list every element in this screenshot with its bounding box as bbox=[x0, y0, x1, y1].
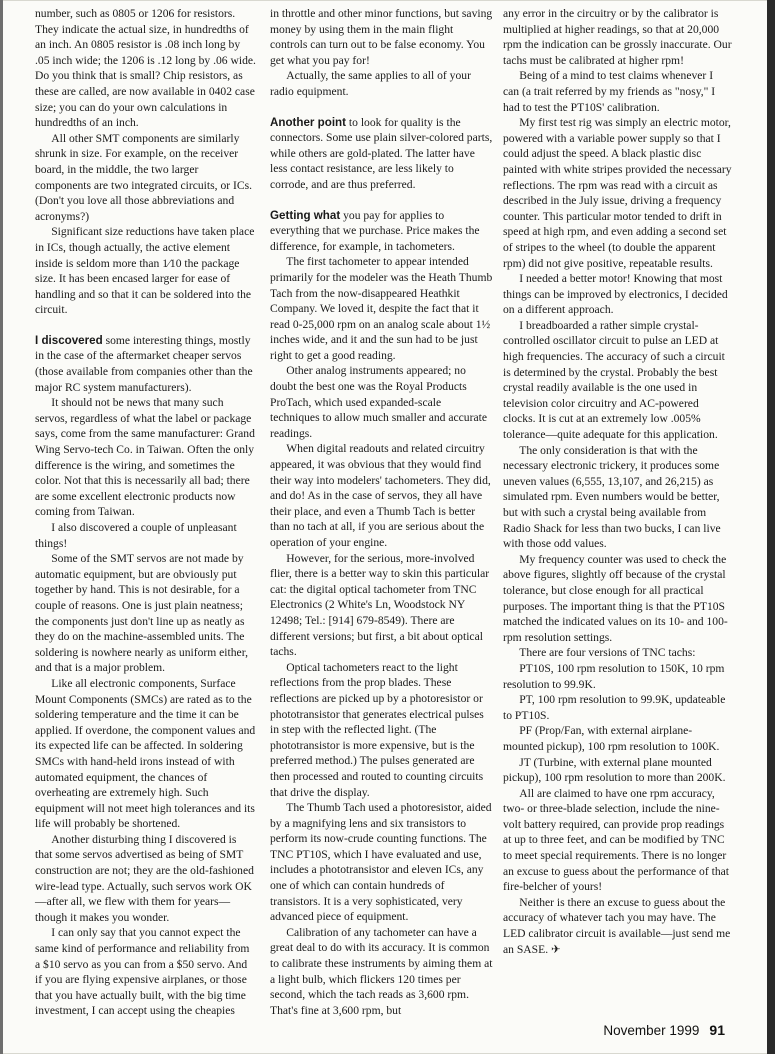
paragraph: number, such as 0805 or 1206 for resistors. They indicate the actual size, in hundredths of an inch. An 0805 resistor is .08 inch long by .05 inch wide; the 1206 is .12 long by .06 wide. Do you think that is small? Chip resistors, as these are called, are now available in 0402 case size; you can do your own calculations in hundredths of an inch. bbox=[35, 7, 256, 130]
paragraph: Being of a mind to test claims whenever I can (a trait referred by my friends as "nosy," I had to test the PT10S' calibration. bbox=[503, 69, 716, 114]
section-paragraph bbox=[35, 333, 256, 395]
page-footer bbox=[603, 1022, 725, 1038]
paragraph: PT10S, 100 rpm resolution to 150K, 10 rpm resolution to 99.9K. bbox=[503, 661, 725, 691]
paragraph: Like all electronic components, Surface Mount Components (SMCs) are rated as to the soldering temperature and the time it can be applied. If overdone, the component values and its expected life can be affected. In soldering SMCs with hand-held irons instead of with automated equipment, the chances of overheating are extremely high. Such equipment will not meet high tolerances and its life will probably be shortened. bbox=[35, 676, 256, 831]
paragraph: PT, 100 rpm resolution to 99.9K, updateable to PT10S. bbox=[503, 693, 726, 722]
page-number: 91 bbox=[709, 1022, 725, 1038]
section-paragraph bbox=[270, 208, 493, 255]
paragraph: Neither is there an excuse to guess about the accuracy of whatever tach you may have. The LED calibrator circuit is available—just send me an SASE. ✈ bbox=[503, 895, 731, 956]
issue-date: November 1999 bbox=[603, 1023, 700, 1038]
paragraph-text: you pay for applies to everything that we purchase. Price makes the difference, for example, in tachometers. bbox=[270, 208, 480, 253]
paragraph: The only consideration is that with the necessary electronic trickery, it produces some uneven values (6,555, 13,107, and 26,215) as simulated rpm. Even numbers would be better, but with such a crystal being available from Radio Shack for less than two bucks, I can live with those odd values. bbox=[503, 443, 721, 551]
paragraph: Significant size reductions have taken place in ICs, though actually, the active element inside is seldom more than 1⁄10 the package size. It has been encased larger for ease of handling and so that it can be soldered into the circuit. bbox=[35, 225, 255, 317]
paragraph: All are claimed to have one rpm accuracy, two- or three-blade selection, include the nine-volt battery required, can provide prop readings at up to three feet, and can be modified by TNC to meet special requirements. There is no longer an excuse to guess about the performance of that fire-belcher of yours! bbox=[503, 786, 729, 894]
paragraph-text: to look for quality is the connectors. Some use plain silver-colored parts, while others are gold-plated. The latter have less contact resistance, are less likely to corrode, and are thus preferred. bbox=[270, 115, 493, 191]
paragraph: PF (Prop/Fan, with external airplane-mounted pickup), 100 rpm resolution to 100K. bbox=[503, 724, 720, 753]
paragraph: Optical tachometers react to the light reflections from the prop blades. These reflections are picked up by a photoresistor or phototransistor that generates electrical pulses in step with the reflected light. (The phototransistor is more expensive, but is the preferred method.) The pulses generated are then processed and routed to counting circuits that drive the display. bbox=[270, 660, 484, 799]
scan-edge-left bbox=[0, 0, 3, 1054]
lead-in: Getting what bbox=[270, 208, 341, 222]
paragraph: in throttle and other minor functions, but saving money by using them in the main flight controls can turn out to be false economy. You get what you pay for! bbox=[270, 7, 493, 67]
scan-edge-right bbox=[767, 0, 775, 1054]
paragraph: My frequency counter was used to check the above figures, slightly off because of the crystal tolerance, but close enough for all practical purposes. The important thing is that the PT10S matched the indicated values on its 10- and 100-rpm resolution settings. bbox=[503, 552, 728, 644]
text-column-1 bbox=[35, 6, 256, 1018]
paragraph: I needed a better motor! Knowing that most things can be improved by electronics, I decided on a different approach. bbox=[503, 272, 728, 317]
paragraph: There are four versions of TNC tachs: bbox=[519, 646, 696, 660]
paragraph: I also discovered a couple of unpleasant things! bbox=[35, 521, 237, 550]
paragraph: I breadboarded a rather simple crystal-controlled oscillator circuit to pulse an LED at high frequencies. The accuracy of such a circuit is determined by the crystal. Probably the best crystal readily available is the one used in television color circuitry and AC-powered clocks. It is cut at an extremely low .005% tolerance—quite adequate for this application. bbox=[503, 318, 725, 442]
paragraph-text: some interesting things, mostly in the case of the aftermarket cheaper servos (those available from companies other than the major RC system manufacturers). bbox=[35, 333, 253, 394]
text-column-3 bbox=[503, 6, 732, 1006]
paragraph: any error in the circuitry or by the calibrator is multiplied at higher readings, so that at 20,000 rpm the indication can be grossly inaccurate. Our tachs must be calibrated at higher rpm! bbox=[503, 7, 732, 67]
paragraph: However, for the serious, more-involved flier, there is a better way to skin this particular cat: the digital optical tachometer from TNC Electronics (2 White's Ln, Woodstock NY 12498; Tel.: [914] 679-8549). There are different versions; but first, a bit about optical tachs. bbox=[270, 551, 490, 659]
paragraph: JT (Turbine, with external plane mounted pickup), 100 rpm resolution to more than 200K. bbox=[503, 755, 726, 785]
paragraph: Other analog instruments appeared; no doubt the best one was the Royal Products ProTach, which used expanded-scale techniques to allow much smaller and accurate readings. bbox=[270, 364, 487, 440]
paragraph: When digital readouts and related circuitry appeared, it was obvious that they would find their way into modelers' tachometers. They did, and do! As in the case of servos, they all have their place, and even a Thumb Tach is better than no tach at all, if you are serious about the operation of your engine. bbox=[270, 442, 491, 549]
paragraph: Calibration of any tachometer can have a great deal to do with its accuracy. It is common to calibrate these instruments by aiming them at a light bulb, which flickers 120 times per second, which the tach reads as 3,600 rpm. That's fine at 3,600 rpm, but bbox=[270, 925, 493, 1017]
paragraph: Another disturbing thing I discovered is that some servos advertised as being of SMT construction are not; they are the old-fashioned wire-lead type. Actually, such servos work OK—after all, we flew with them for years—though it makes you wonder. bbox=[35, 832, 254, 924]
paragraph: I can only say that you cannot expect the same kind of performance and reliability from a $10 servo as you can from a $50 servo. And if you are flying expensive airplanes, or those that you have actually built, with the big time investment, I can accept using the cheapies bbox=[35, 926, 250, 1018]
section-paragraph bbox=[270, 115, 493, 193]
text-column-2 bbox=[270, 6, 493, 1017]
paragraph: All other SMT components are similarly shrunk in size. For example, on the receiver board, in the middle, the two larger components are two integrated circuits, or ICs. (Don't you love all those abbreviations and acronyms?) bbox=[35, 131, 252, 223]
paragraph: My first test rig was simply an electric motor, powered with a variable power supply so that I could adjust the speed. A black plastic disc painted with white stripes provided the necessary reflections. The rpm was read with a circuit as described in the July issue, driving a frequency counter. This particular motor tended to drift in speed at high rpm, and even adding a second set of stripes to the wheel (to double the apparent rpm) did not give positive, repeatable results. bbox=[503, 116, 732, 270]
lead-in: I discovered bbox=[35, 333, 103, 347]
paragraph: It should not be news that many such servos, regardless of what the label or package says, come from the same manufacturer: Grand Wing Servo-tech Co. in Taiwan. Often the only difference is the wiring, and sometimes the color. Not that this is necessarily all bad; there are some excellent electronic products now coming from Taiwan. bbox=[35, 396, 255, 519]
paragraph: The first tachometer to appear intended primarily for the modeler was the Heath Thumb Tach from the now-disappeared Heathkit Company. We loved it, despite the fact that it read 0-25,000 rpm on an analog scale about 1½ inches wide, and it and the sun had to be just right to get a good reading. bbox=[270, 255, 493, 362]
paragraph: Some of the SMT servos are not made by automatic equipment, but are obviously put together by hand. This is not desirable, for a couple of reasons. One is just plain neatness; the components just don't line up as neatly as they do on the machine-assembled units. The soldering is nowhere nearly as uniform either, and that is a major problem. bbox=[35, 552, 248, 675]
lead-in: Another point bbox=[270, 115, 346, 129]
paragraph: The Thumb Tach used a photoresistor, aided by a magnifying lens and six transistors to perform its now-crude counting functions. The TNC PT10S, which I have evaluated and use, includes a phototransistor and eleven ICs, any one of which can contain hundreds of transistors. It is a very sophisticated, very advanced piece of equipment. bbox=[270, 801, 492, 924]
paragraph: Actually, the same applies to all of your radio equipment. bbox=[270, 69, 471, 98]
